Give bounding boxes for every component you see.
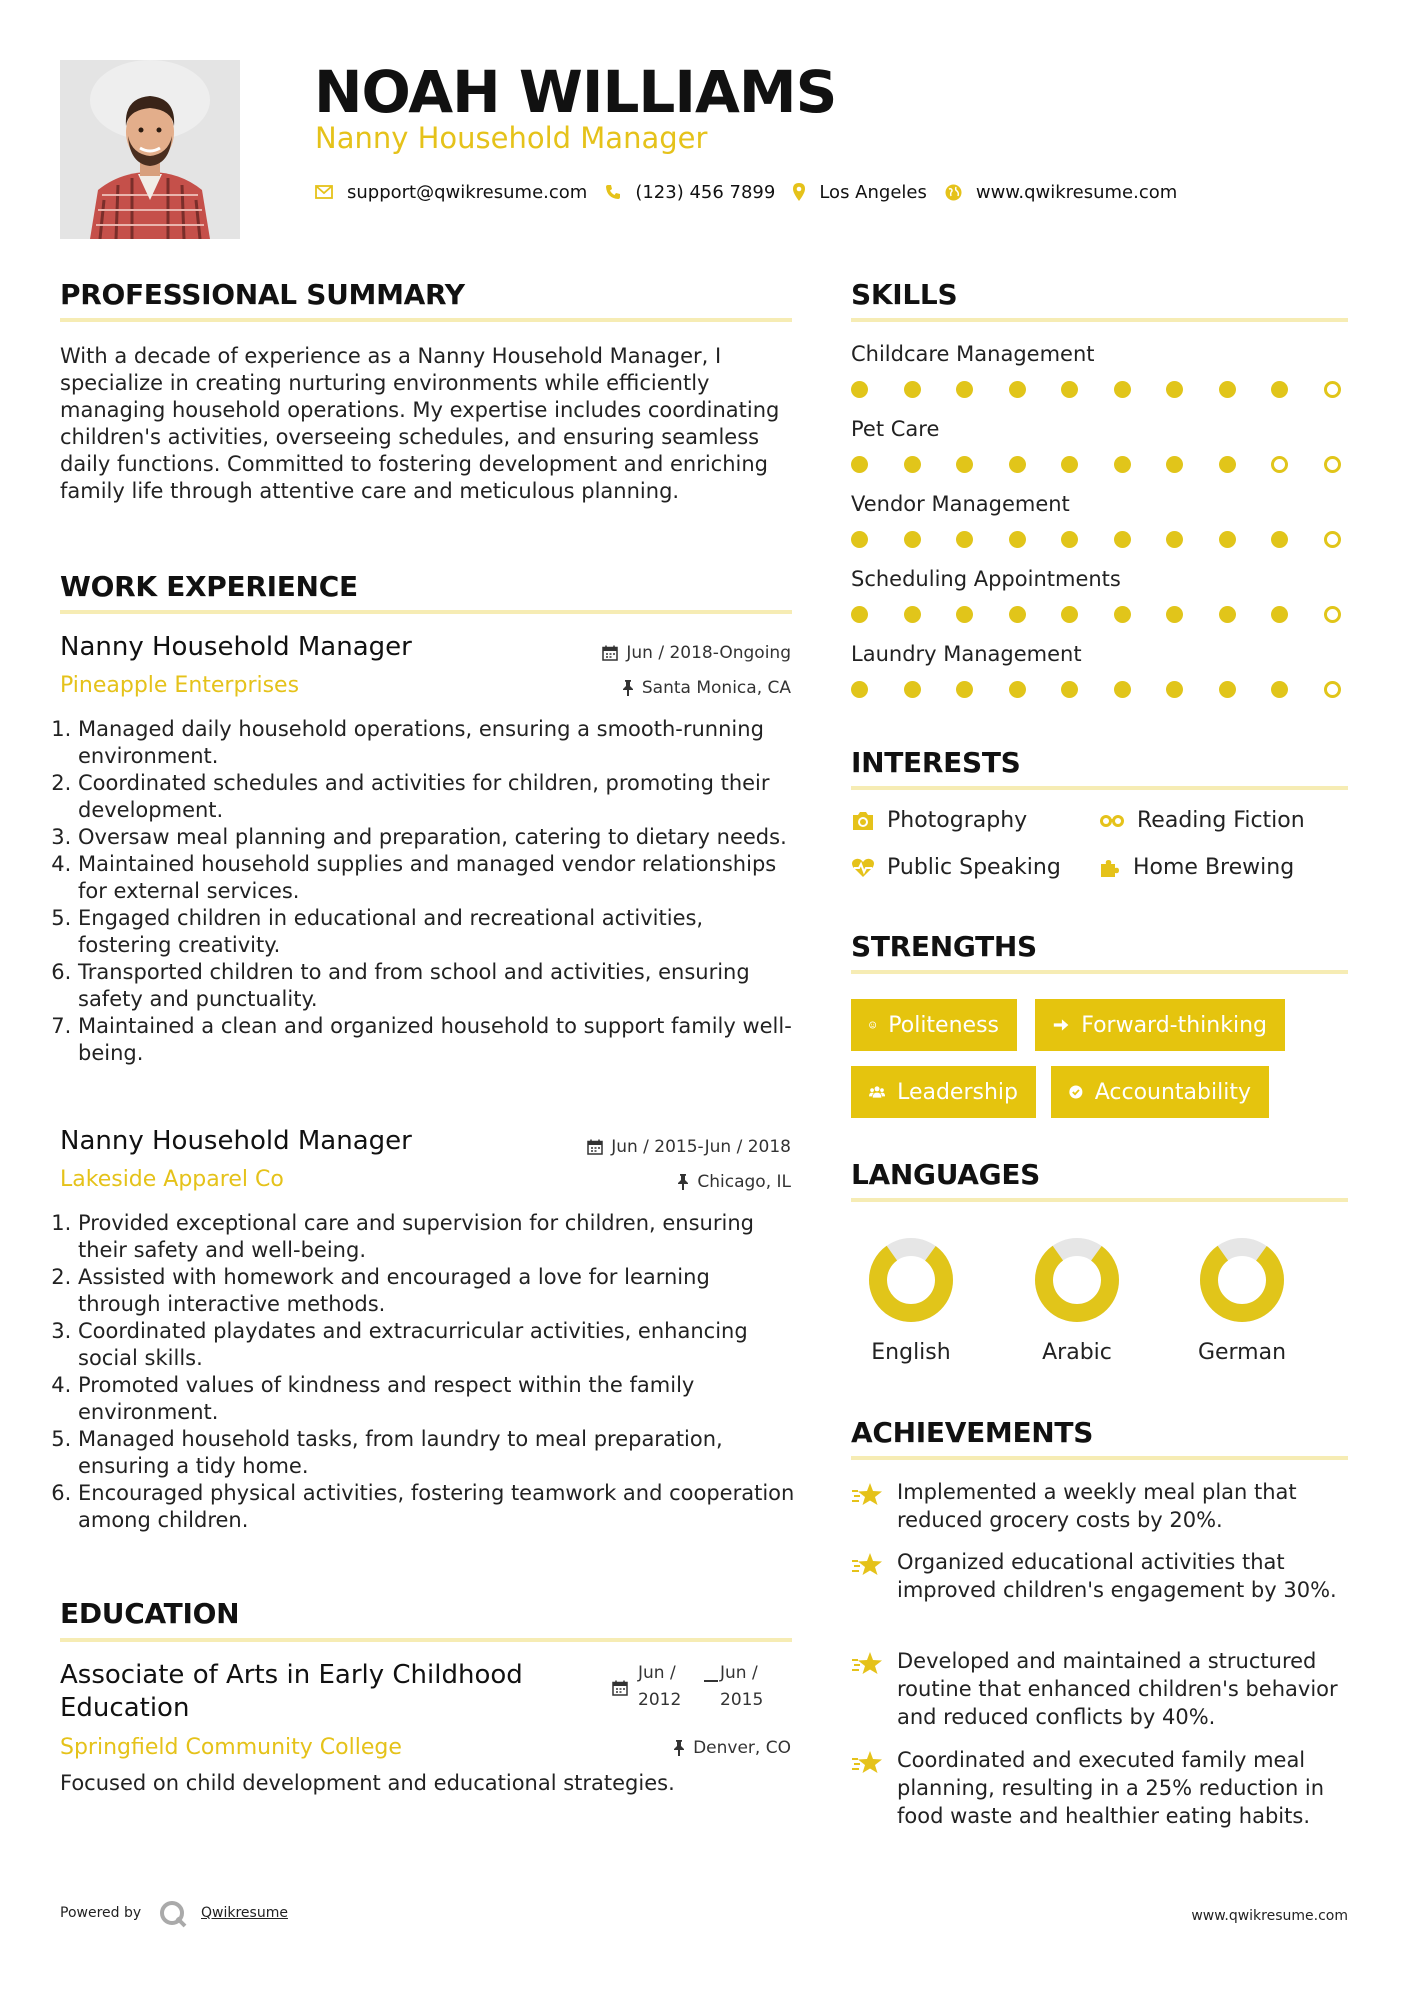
interest-item	[1099, 855, 1294, 880]
powered-by-label: Powered by	[60, 1905, 142, 1921]
achievement-text: Coordinated and executed family meal planning, resulting in a 25% reduction in food waste and healthier eating habits.	[897, 1748, 1325, 1828]
rating-dot-filled	[1219, 531, 1236, 548]
strength-label: Politeness	[888, 1012, 999, 1038]
company-name: Lakeside Apparel Co	[60, 1167, 284, 1192]
rating-dot-filled	[851, 381, 868, 398]
rating-dot-filled	[1166, 606, 1183, 623]
job-location-text: Santa Monica, CA	[641, 678, 791, 698]
strength-badge	[851, 1066, 1036, 1118]
achievement-text: Implemented a weekly meal plan that reduced grocery costs by 20%.	[897, 1480, 1297, 1532]
rating-dot-filled	[1219, 681, 1236, 698]
list-item: 5. Managed household tasks, from laundry to meal preparation, ensuring a tidy home.	[78, 1426, 795, 1480]
glasses-icon	[1099, 813, 1125, 829]
list-item: 4. Promoted values of kindness and respect within the family environment.	[78, 1372, 795, 1426]
job-duties-list	[60, 1210, 795, 1534]
rating-dot-filled	[1009, 606, 1026, 623]
phone-icon	[605, 184, 621, 200]
pushpin-icon	[622, 680, 634, 696]
globe-icon	[945, 184, 962, 201]
rating-dot-filled	[1271, 606, 1288, 623]
job-dates	[511, 643, 791, 663]
list-item: 3. Coordinated playdates and extracurricular activities, enhancing social skills.	[78, 1318, 795, 1372]
rating-dot-filled	[904, 606, 921, 623]
language-donut	[1034, 1237, 1120, 1323]
strength-badge	[1051, 1066, 1269, 1118]
puzzle-icon	[1099, 858, 1121, 878]
summary-divider	[60, 318, 792, 322]
calendar-icon	[587, 1139, 603, 1155]
interest-item	[851, 855, 1061, 880]
achievements-title: ACHIEVEMENTS	[851, 1416, 1094, 1449]
languages-title: LANGUAGES	[851, 1158, 1041, 1191]
rating-dot-empty	[1324, 606, 1341, 623]
strengths-divider	[851, 970, 1348, 974]
rating-dot-filled	[1166, 381, 1183, 398]
star-icon	[851, 1552, 883, 1576]
edu-end-year: 2015	[720, 1690, 764, 1710]
skill-rating	[851, 381, 1341, 398]
calendar-icon	[602, 645, 618, 661]
list-item: 1. Managed daily household operations, ensuring a smooth-running environment.	[78, 716, 795, 770]
rating-dot-filled	[1219, 606, 1236, 623]
job-location-text: Chicago, IL	[697, 1172, 791, 1192]
rating-dot-filled	[956, 381, 973, 398]
rating-dot-filled	[1166, 681, 1183, 698]
rating-dot-filled	[1271, 681, 1288, 698]
language-donut	[868, 1237, 954, 1323]
edu-start-month: Jun /	[638, 1663, 676, 1683]
edu-location-text: Denver, CO	[693, 1738, 791, 1758]
list-item: 2. Assisted with homework and encouraged a love for learning through interactive methods.	[78, 1264, 795, 1318]
contact-location	[793, 182, 927, 203]
experience-title: WORK EXPERIENCE	[60, 570, 358, 603]
rating-dot-filled	[904, 381, 921, 398]
map-pin-icon	[793, 183, 805, 201]
school-name: Springfield Community College	[60, 1735, 402, 1760]
rating-dot-filled	[1114, 456, 1131, 473]
rating-dot-filled	[851, 456, 868, 473]
skill-rating	[851, 456, 1341, 473]
job-title: Nanny Household Manager	[60, 1126, 412, 1156]
achievement-text: Developed and maintained a structured routine that enhanced children's behavior and reduced conflicts by 40%.	[897, 1649, 1338, 1729]
smile-icon	[869, 1015, 876, 1035]
job-dates-text: Jun / 2015-Jun / 2018	[611, 1137, 791, 1157]
job-dates-text: Jun / 2018-Ongoing	[626, 643, 791, 663]
strengths-title: STRENGTHS	[851, 930, 1037, 963]
rating-dot-filled	[1271, 531, 1288, 548]
degree-title-line1: Associate of Arts in Early Childhood	[60, 1660, 523, 1690]
skill-name: Scheduling Appointments	[851, 567, 1121, 591]
job-dates	[511, 1137, 791, 1157]
job-location	[511, 1172, 791, 1192]
education-title: EDUCATION	[60, 1597, 240, 1630]
edu-end-month: Jun /	[720, 1663, 758, 1683]
language-name: Arabic	[1042, 1340, 1112, 1365]
rating-dot-empty	[1324, 381, 1341, 398]
list-item: 6. Transported children to and from school and activities, ensuring safety and punctuality.	[78, 959, 795, 1013]
contact-email-text: support@qwikresume.com	[347, 181, 588, 203]
contact-website-text: www.qwikresume.com	[975, 181, 1178, 203]
rating-dot-filled	[1219, 456, 1236, 473]
footer-url[interactable]: www.qwikresume.com	[1191, 1908, 1348, 1924]
rating-dot-filled	[1009, 531, 1026, 548]
achievement-item	[851, 1647, 1352, 1731]
rating-dot-filled	[1114, 381, 1131, 398]
arrow-right-icon	[1053, 1016, 1069, 1034]
interests-title: INTERESTS	[851, 746, 1021, 779]
language-name: German	[1197, 1340, 1287, 1365]
rating-dot-filled	[1061, 681, 1078, 698]
star-icon	[851, 1482, 883, 1506]
rating-dot-filled	[1009, 456, 1026, 473]
rating-dot-filled	[1114, 531, 1131, 548]
achievement-item	[851, 1746, 1352, 1830]
strength-badge	[1035, 999, 1285, 1051]
date-range-dash	[704, 1680, 718, 1682]
strength-label: Accountability	[1094, 1079, 1251, 1105]
rating-dot-filled	[956, 681, 973, 698]
candidate-role: Nanny Household Manager	[315, 121, 708, 155]
qwikresume-logo-icon	[158, 1899, 188, 1929]
contact-location-text: Los Angeles	[819, 181, 927, 203]
strength-badge	[851, 999, 1017, 1051]
profile-photo	[60, 60, 240, 239]
skill-name: Laundry Management	[851, 642, 1082, 666]
skill-rating	[851, 681, 1341, 698]
rating-dot-filled	[956, 531, 973, 548]
job-title: Nanny Household Manager	[60, 632, 412, 662]
skill-rating	[851, 606, 1341, 623]
rating-dot-filled	[1009, 381, 1026, 398]
list-item: 5. Engaged children in educational and recreational activities, fostering creativity.	[78, 905, 795, 959]
list-item: 1. Provided exceptional care and supervision for children, ensuring their safety and well-being.	[78, 1210, 795, 1264]
company-name: Pineapple Enterprises	[60, 673, 300, 698]
rating-dot-filled	[851, 681, 868, 698]
rating-dot-filled	[956, 456, 973, 473]
language-name: English	[871, 1340, 951, 1365]
heartbeat-icon	[851, 858, 875, 878]
list-item: 2. Coordinated schedules and activities for children, promoting their development.	[78, 770, 795, 824]
list-item: 6. Encouraged physical activities, fostering teamwork and cooperation among children.	[78, 1480, 795, 1534]
contact-email[interactable]	[315, 182, 587, 203]
pushpin-icon	[677, 1174, 689, 1190]
rating-dot-filled	[851, 606, 868, 623]
degree-title-line2: Education	[60, 1693, 190, 1723]
check-circle-icon	[1069, 1082, 1083, 1102]
rating-dot-empty	[1324, 531, 1341, 548]
summary-text: With a decade of experience as a Nanny Household Manager, I specialize in creating nurturing environments while efficiently managing household operations. My expertise includes coordinating children's activities, overseeing schedules, and ensuring seamless daily functions. Committed to fostering development and enriching family life through attentive care and meticulous planning.	[60, 344, 780, 503]
list-item: 3. Oversaw meal planning and preparation, catering to dietary needs.	[78, 824, 795, 851]
star-icon	[851, 1651, 883, 1675]
language-donut	[1199, 1237, 1285, 1323]
person-photo-illustration	[60, 60, 240, 239]
interest-label: Home Brewing	[1133, 855, 1295, 880]
edu-location	[511, 1738, 791, 1758]
skill-name: Childcare Management	[851, 342, 1095, 366]
skills-divider	[851, 318, 1348, 322]
strength-label: Leadership	[897, 1079, 1018, 1105]
list-item: 4. Maintained household supplies and managed vendor relationships for external services.	[78, 851, 795, 905]
interest-label: Photography	[887, 808, 1028, 833]
skills-title: SKILLS	[851, 278, 958, 311]
rating-dot-filled	[1166, 456, 1183, 473]
rating-dot-filled	[1114, 606, 1131, 623]
rating-dot-filled	[1061, 456, 1078, 473]
rating-dot-filled	[1061, 381, 1078, 398]
rating-dot-empty	[1324, 681, 1341, 698]
rating-dot-empty	[1271, 456, 1288, 473]
interest-label: Public Speaking	[887, 855, 1061, 880]
contact-website[interactable]	[945, 182, 1177, 203]
interest-item	[1099, 808, 1305, 833]
strength-label: Forward-thinking	[1081, 1012, 1267, 1038]
interest-item	[851, 808, 1027, 833]
experience-divider	[60, 610, 792, 614]
interest-label: Reading Fiction	[1137, 808, 1305, 833]
job-duties-list	[60, 716, 795, 1067]
rating-dot-filled	[1271, 381, 1288, 398]
rating-dot-filled	[1061, 531, 1078, 548]
star-icon	[851, 1750, 883, 1774]
rating-dot-empty	[1324, 456, 1341, 473]
achievements-divider	[851, 1456, 1348, 1460]
qwikresume-link[interactable]: Qwikresume	[201, 1905, 288, 1921]
edu-start-year: 2012	[638, 1690, 682, 1710]
contact-phone-text: (123) 456 7899	[635, 181, 776, 203]
candidate-name: NOAH WILLIAMS	[314, 58, 837, 126]
envelope-icon	[315, 185, 333, 199]
achievement-item	[851, 1478, 1352, 1534]
skill-name: Vendor Management	[851, 492, 1070, 516]
users-icon	[869, 1082, 885, 1102]
skill-name: Pet Care	[851, 417, 940, 441]
languages-divider	[851, 1198, 1348, 1202]
calendar-icon	[612, 1680, 628, 1696]
achievement-text: Organized educational activities that improved children's engagement by 30%.	[897, 1550, 1337, 1602]
rating-dot-filled	[1166, 531, 1183, 548]
pushpin-icon	[673, 1740, 685, 1756]
rating-dot-filled	[1219, 381, 1236, 398]
edu-description: Focused on child development and educational strategies.	[60, 1771, 675, 1795]
rating-dot-filled	[851, 531, 868, 548]
contact-bar	[315, 180, 1195, 204]
rating-dot-filled	[1114, 681, 1131, 698]
rating-dot-filled	[956, 606, 973, 623]
skill-rating	[851, 531, 1341, 548]
rating-dot-filled	[1061, 606, 1078, 623]
rating-dot-filled	[904, 681, 921, 698]
interests-divider	[851, 786, 1348, 790]
rating-dot-filled	[904, 456, 921, 473]
summary-title: PROFESSIONAL SUMMARY	[60, 278, 465, 311]
job-location	[511, 678, 791, 698]
rating-dot-filled	[1009, 681, 1026, 698]
contact-phone[interactable]	[605, 182, 775, 203]
rating-dot-filled	[904, 531, 921, 548]
list-item: 7. Maintained a clean and organized household to support family well-being.	[78, 1013, 795, 1067]
camera-icon	[851, 811, 875, 831]
achievement-item	[851, 1548, 1352, 1604]
education-divider	[60, 1638, 792, 1642]
